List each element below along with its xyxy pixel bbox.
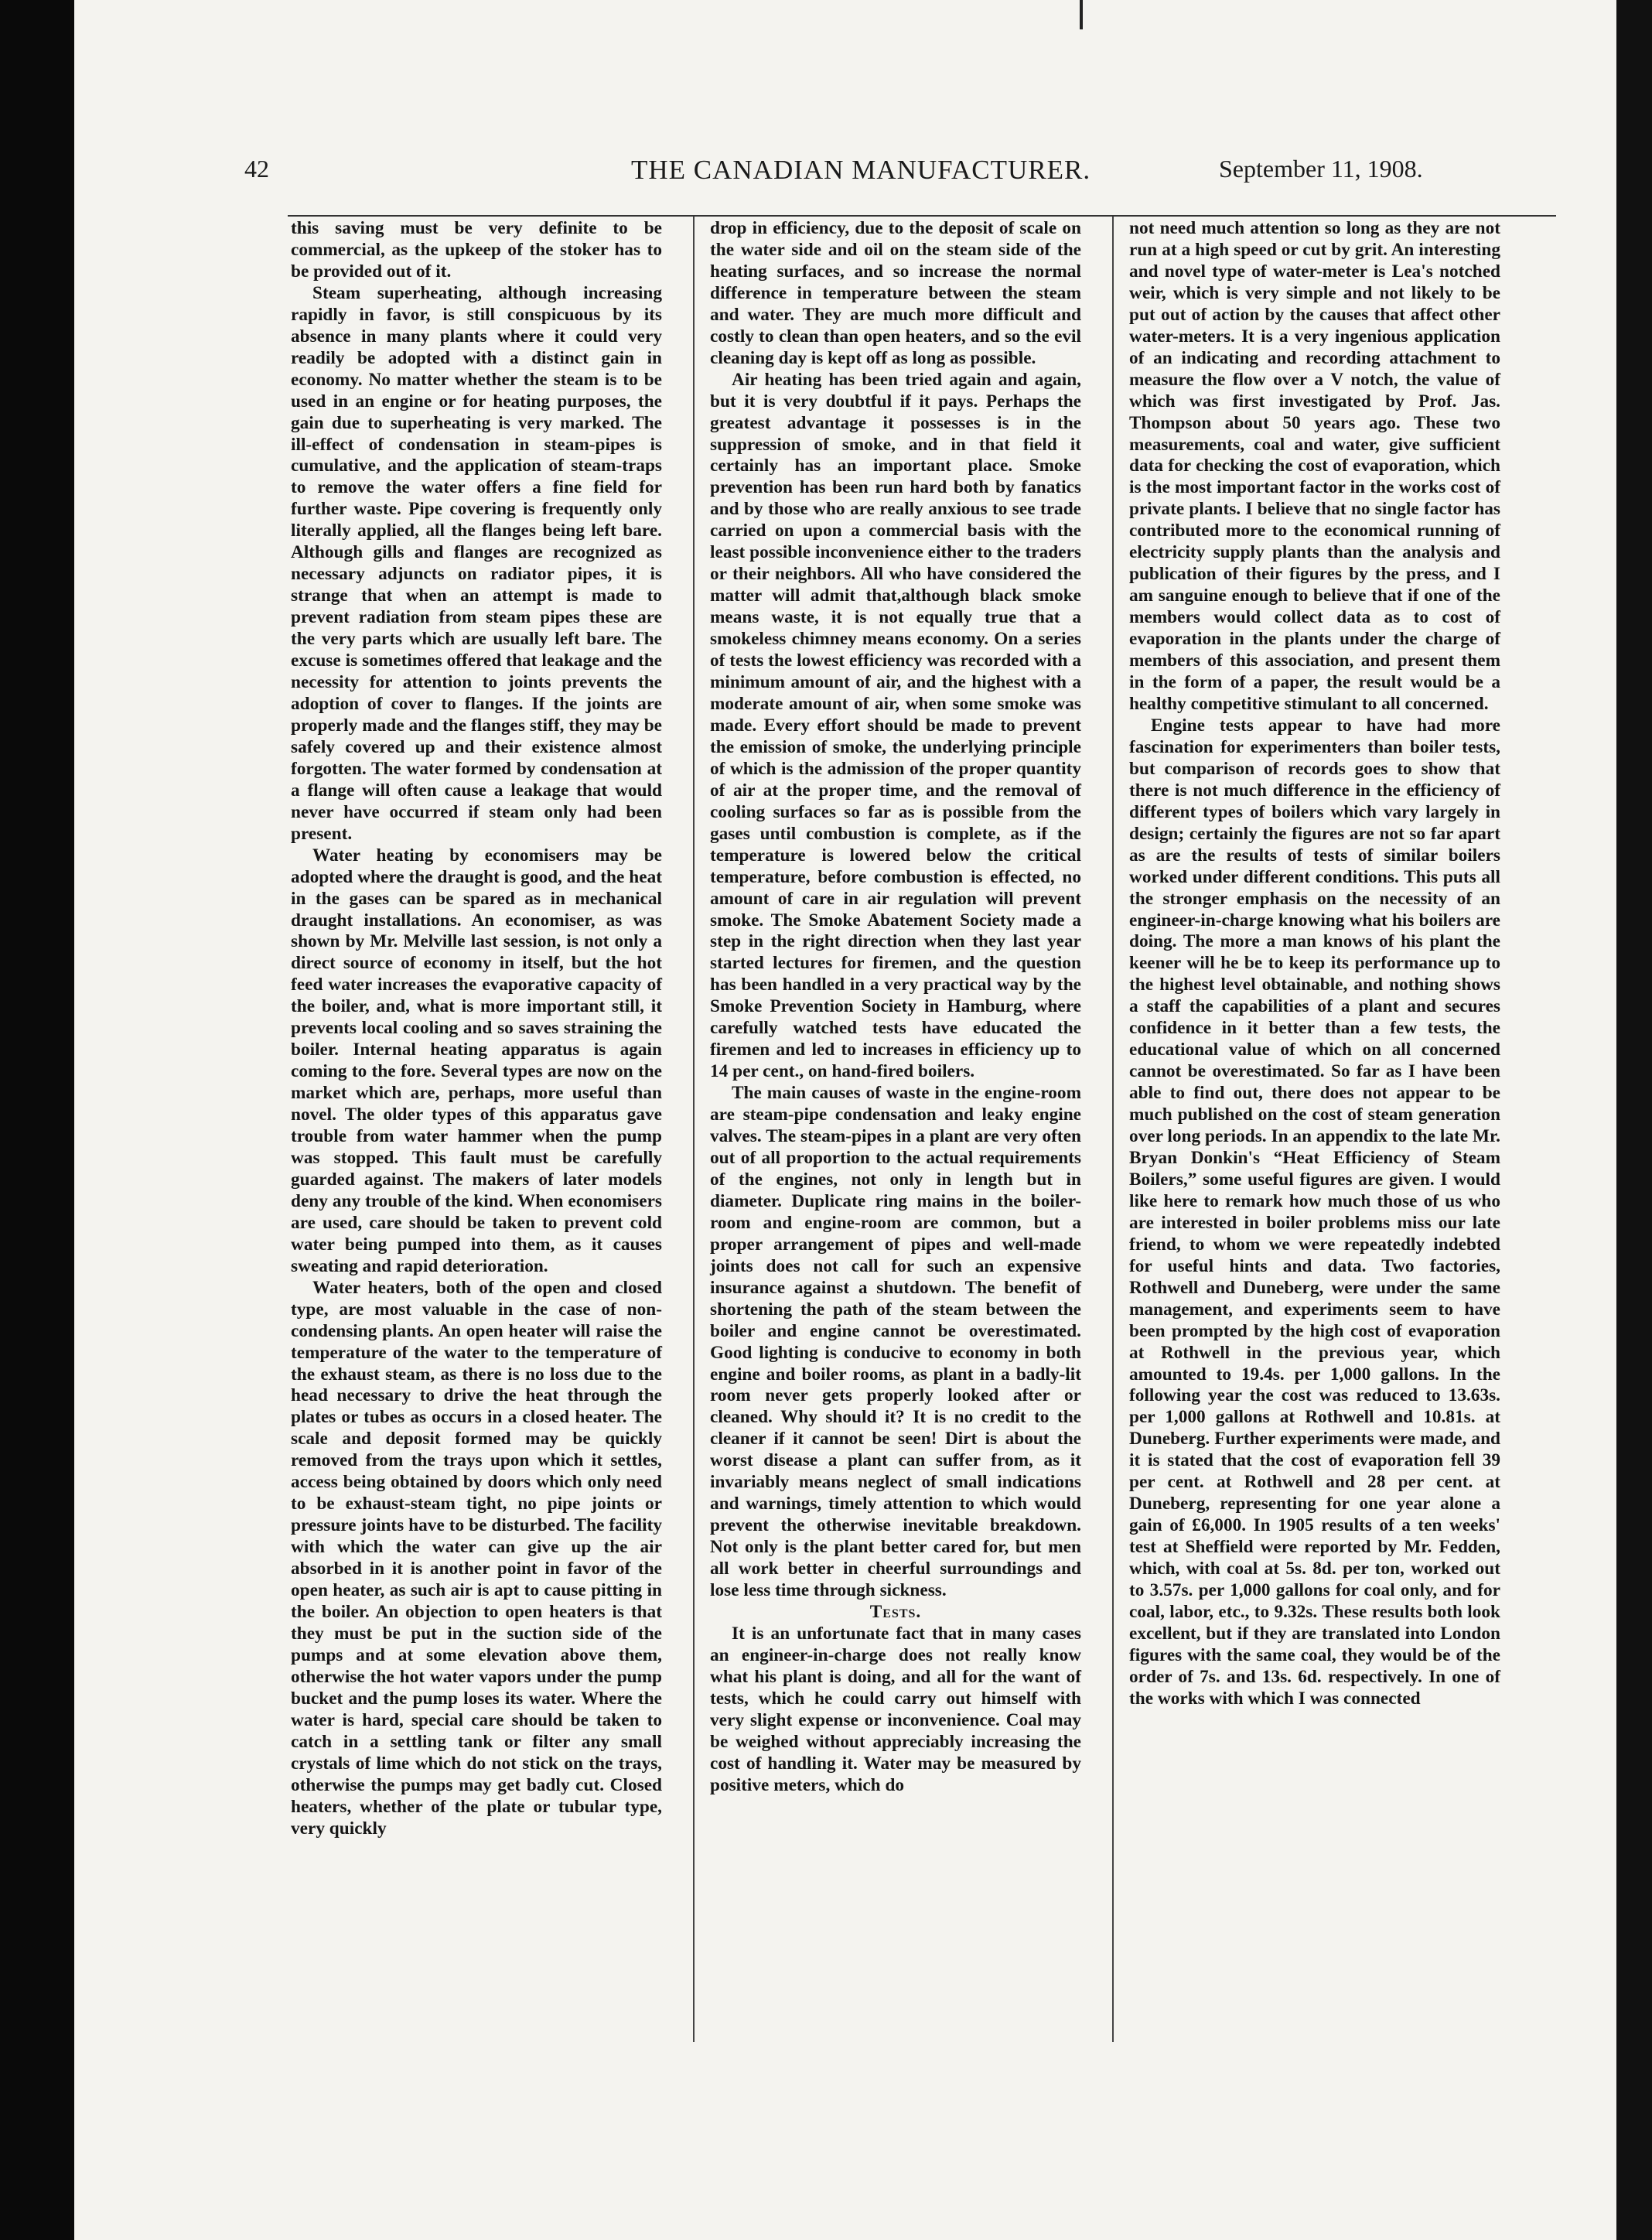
text-column-2 <box>710 218 1081 1797</box>
text-column-3 <box>1129 218 1500 1710</box>
header-rule <box>288 215 1556 217</box>
paragraph: Water heaters, both of the open and closed type, are most valuable in the case of non-condensing plants. An open heater will raise the temperature of the water to the temperature of the exhaust steam, as there is no loss due to the head necessary to drive the heat through the plates or tubes as occurs in a closed heater. The scale and deposit formed may be quickly removed from the trays upon which it settles, access being obtained by doors which only need to be exhaust-steam tight, no pipe joints or pressure joints have to be disturbed. The facility with which the water can give up the air absorbed in it is another point in favor of the open heater, as such air is apt to cause pitting in the boiler. An objection to open heaters is that they must be put in the suction side of the pumps and at some elevation above them, otherwise the hot water vapors under the pump bucket and the pump loses its water. Where the water is hard, special care should be taken to catch in a settling tank or filter any small crystals of lime which do not stick on the trays, otherwise the pumps may get badly cut. Closed heaters, whether of the plate or tubular type, very quickly <box>291 1277 662 1839</box>
paragraph: Steam superheating, although increasing rapidly in favor, is still conspicuous by its absence in many plants where it could very readily be adopted with a distinct gain in economy. No matter whether the steam is to be used in an engine or for heating purposes, the gain due to superheating is very marked. The ill-effect of condensation in steam-pipes is cumulative, and the application of steam-traps to remove the water offers a fine field for further waste. Pipe covering is frequently only literally applied, all the flanges being left bare. Although gills and flanges are recognized as necessary adjuncts on radiator pipes, it is strange that when an attempt is made to prevent radiation from steam pipes these are the very parts which are usually left bare. The excuse is sometimes offered that leakage and the necessity for attention to joints prevents the adoption of cover to flanges. If the joints are properly made and the flanges stiff, they may be safely covered up and their existence almost forgotten. The water formed by condensation at a flange will often cause a leakage that would never have occurred if steam only had been present. <box>291 282 662 844</box>
paragraph: this saving must be very definite to be commercial, as the upkeep of the stoker has to be provided out of it. <box>291 218 662 282</box>
paragraph: It is an unfortunate fact that in many cases an engineer-in-charge does not really know what his plant is doing, and all for the want of tests, which he could carry out himself with very slight expense or inconvenience. Coal may be weighed without appreciably increasing the cost of handling it. Water may be measured by positive meters, which do <box>710 1623 1081 1795</box>
scan-border <box>1616 0 1652 2240</box>
column-divider <box>693 217 695 2042</box>
paragraph: not need much attention so long as they are not run at a high speed or cut by grit. An interesting and novel type of water-meter is Lea's notched weir, which is very simple and not likely to be put out of action by the causes that affect other water-meters. It is a very ingenious application of an indicating and recording attachment to measure the flow over a V notch, the value of which was first investigated by Prof. Jas. Thompson about 50 years ago. These two measurements, coal and water, give sufficient data for checking the cost of evaporation, which is the most important factor in the works cost of private plants. I believe that no single factor has contributed more to the economical running of electricity supply plants than the analysis and publication of their figures by the press, and I am sanguine enough to believe that if one of the members would collect data as to cost of evaporation in the plants under the charge of members of this association, and present them in the form of a paper, the result would be a healthy competitive stimulant to all concerned. <box>1129 218 1500 714</box>
page-header <box>74 155 1616 201</box>
scan-mark <box>1080 0 1083 29</box>
paragraph: Water heating by economisers may be adopted where the draught is good, and the heat in the gases can be spared as in mechanical draught installations. An economiser, as was shown by Mr. Melville last session, is not only a direct source of economy in itself, but the hot feed water increases the evaporative capacity of the boiler, and, what is more important still, it prevents local cooling and so saves straining the boiler. Internal heating apparatus is again coming to the fore. Several types are now on the market which are, perhaps, more useful than novel. The older types of this apparatus gave trouble from water hammer when the pump was stopped. This fault must be carefully guarded against. The makers of later models deny any trouble of the kind. When economisers are used, care should be taken to prevent cold water being pumped into them, as it causes sweating and rapid deterioration. <box>291 845 662 1276</box>
section-heading: Tests. <box>869 1602 922 1622</box>
column-divider <box>1112 217 1114 2042</box>
journal-title: THE CANADIAN MANUFACTURER. <box>631 155 1091 185</box>
paragraph: drop in efficiency, due to the deposit of scale on the water side and oil on the steam side of the heating surfaces, and so increase the normal difference in temperature between the steam and water. They are much more difficult and costly to clean than open heaters, and so the evil cleaning day is kept off as long as possible. <box>710 218 1081 368</box>
text-column-1 <box>291 218 662 1839</box>
issue-date: September 11, 1908. <box>1219 155 1423 183</box>
paragraph: The main causes of waste in the engine-room are steam-pipe condensation and leaky engine valves. The steam-pipes in a plant are very often out of all proportion to the actual requirements of the engines, not only in length but in diameter. Duplicate ring mains in the boiler-room and engine-room are common, but a proper arrangement of pipes and well-made joints does not call for such an expensive insurance against a shutdown. The benefit of shortening the path of the steam between the boiler and engine cannot be overestimated. Good lighting is conducive to economy in both engine and boiler rooms, as plant in a badly-lit room never gets properly looked after or cleaned. Why should it? It is no credit to the cleaner if it cannot be seen! Dirt is about the worst disease a plant can suffer from, as it invariably means neglect of small indications and warnings, timely attention to which would prevent the otherwise inevitable breakdown. Not only is the plant better cared for, but men all work better in cheerful surroundings and lose less time through sickness. <box>710 1083 1081 1601</box>
newspaper-page <box>74 0 1616 2240</box>
paragraph: Engine tests appear to have had more fascination for experimenters than boiler tests, but comparison of records goes to show that there is not much difference in the efficiency of different types of boilers which vary largely in design; certainly the figures are not so far apart as are the results of tests of similar boilers worked under different conditions. This puts all the stronger emphasis on the necessity of an engineer-in-charge knowing what his boilers are doing. The more a man knows of his plant the keener will he be to keep its performance up to the highest level obtainable, and nothing shows a staff the capabilities of a plant and secures confidence in it better than a few tests, the educational value of which on all concerned cannot be overestimated. So far as I have been able to find out, there does not appear to be much published on the cost of steam generation over long periods. In an appendix to the late Mr. Bryan Donkin's “Heat Efficiency of Steam Boilers,” some useful figures are given. I would like here to remark how much those of us who are interested in boiler problems miss our late friend, to whom we were repeatedly indebted for useful hints and data. Two factories, Rothwell and Duneberg, were under the same management, and experiments seem to have been prompted by the high cost of evaporation at Rothwell in the previous year, which amounted to 19.4s. per 1,000 gallons. In the following year the cost was reduced to 13.63s. per 1,000 gallons at Rothwell and 10.81s. at Duneberg. Further experiments were made, and it is stated that the cost of evaporation fell 39 per cent. at Rothwell and 28 per cent. at Duneberg, representing for one year alone a gain of £6,000. In 1905 results of a ten weeks' test at Sheffield were reported by Mr. Fedden, which, with coal at 5s. 8d. per ton, worked out to 3.57s. per 1,000 gallons for coal only, and for coal, labor, etc., to 9.32s. These results both look excellent, but if they are translated into London figures with the same coal, they would be of the order of 7s. and 13s. 6d. respectively. In one of the works with which I was connected <box>1129 715 1500 1709</box>
page-number: 42 <box>244 155 269 183</box>
paragraph: Air heating has been tried again and again, but it is very doubtful if it pays. Perhaps the greatest advantage it possesses is in the suppression of smoke, and in that field it certainly has an important place. Smoke prevention has been run hard both by fanatics and by those who are really anxious to see trade carried on upon a commercial basis with the least possible inconvenience either to the traders or their neighbors. All who have considered the matter will admit that,although black smoke means waste, it is not equally true that a smokeless chimney means economy. On a series of tests the lowest efficiency was recorded with a minimum amount of air, and the highest with a moderate amount of air, when some smoke was made. Every effort should be made to prevent the emission of smoke, the underlying principle of which is the admission of the proper quantity of air at the proper time, and the removal of cooling surfaces so far as is possible from the gases until combustion is complete, as if the temperature is lowered below the critical temperature, before combustion is effected, no amount of care in air regulation will prevent smoke. The Smoke Abatement Society made a step in the right direction when they last year started lectures for firemen, and the question has been handled in a very practical way by the Smoke Prevention Society in Hamburg, where carefully watched tests have educated the firemen and led to increases in efficiency up to 14 per cent., on hand-fired boilers. <box>710 369 1081 1082</box>
